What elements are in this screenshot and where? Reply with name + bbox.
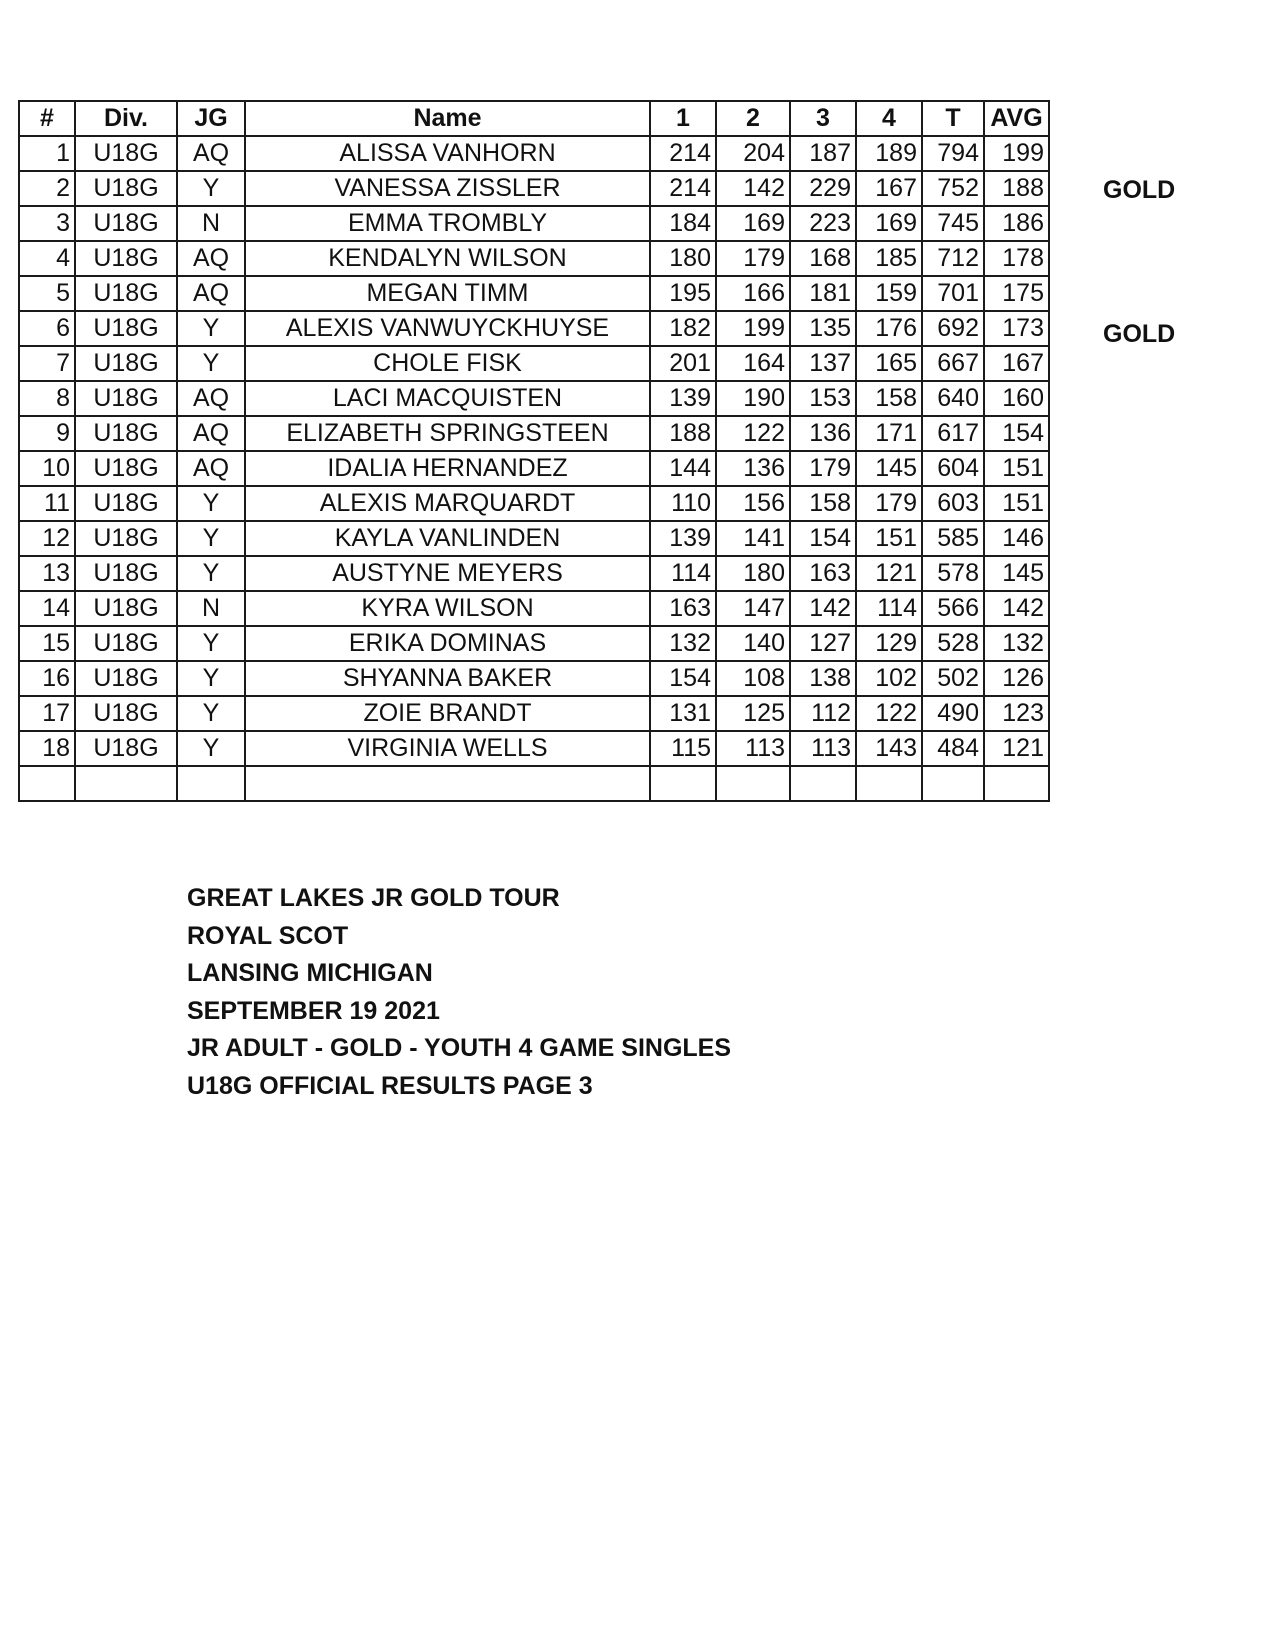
empty-cell: [856, 766, 922, 801]
event-format: JR ADULT - GOLD - YOUTH 4 GAME SINGLES: [187, 1034, 732, 1062]
cell-total: 502: [922, 661, 984, 696]
cell-division: U18G: [75, 136, 177, 171]
cell-rank: 4: [19, 241, 75, 276]
cell-game-4: 167: [856, 171, 922, 206]
cell-name: ALISSA VANHORN: [245, 136, 650, 171]
empty-row: [19, 766, 1049, 801]
cell-rank: 2: [19, 171, 75, 206]
cell-game-1: 188: [650, 416, 716, 451]
cell-name: AUSTYNE MEYERS: [245, 556, 650, 591]
cell-average: 199: [984, 136, 1049, 171]
event-date: SEPTEMBER 19 2021: [187, 996, 440, 1025]
event-page-label: U18G OFFICIAL RESULTS PAGE 3: [187, 1071, 593, 1100]
cell-rank: 8: [19, 381, 75, 416]
cell-jg: AQ: [177, 136, 245, 171]
table-row: [19, 311, 1049, 346]
cell-game-4: 121: [856, 556, 922, 591]
cell-rank: 10: [19, 451, 75, 486]
cell-total: 604: [922, 451, 984, 486]
cell-game-4: 189: [856, 136, 922, 171]
cell-game-1: 132: [650, 626, 716, 661]
cell-total: 585: [922, 521, 984, 556]
cell-name: VANESSA ZISSLER: [245, 171, 650, 206]
cell-game-1: 201: [650, 346, 716, 381]
cell-name: ERIKA DOMINAS: [245, 626, 650, 661]
table-row: [19, 556, 1049, 591]
cell-average: 173: [984, 311, 1049, 346]
cell-game-2: 136: [716, 451, 790, 486]
cell-game-1: 182: [650, 311, 716, 346]
cell-game-2: 108: [716, 661, 790, 696]
cell-average: 126: [984, 661, 1049, 696]
cell-jg: Y: [177, 486, 245, 521]
cell-division: U18G: [75, 311, 177, 346]
results-body: [19, 136, 1049, 801]
table-row: [19, 206, 1049, 241]
cell-rank: 13: [19, 556, 75, 591]
cell-average: 121: [984, 731, 1049, 766]
cell-game-3: 137: [790, 346, 856, 381]
cell-jg: AQ: [177, 276, 245, 311]
cell-rank: 18: [19, 731, 75, 766]
cell-jg: Y: [177, 626, 245, 661]
cell-game-1: 214: [650, 171, 716, 206]
table-row: [19, 451, 1049, 486]
cell-game-1: 163: [650, 591, 716, 626]
header-div: Div.: [75, 101, 177, 136]
cell-game-1: 180: [650, 241, 716, 276]
cell-total: 490: [922, 696, 984, 731]
results-table: [18, 100, 1050, 802]
cell-game-1: 114: [650, 556, 716, 591]
cell-game-2: 190: [716, 381, 790, 416]
header-game-3: 3: [790, 101, 856, 136]
cell-division: U18G: [75, 276, 177, 311]
cell-division: U18G: [75, 206, 177, 241]
cell-average: 132: [984, 626, 1049, 661]
cell-rank: 3: [19, 206, 75, 241]
empty-cell: [19, 766, 75, 801]
event-info: [187, 880, 731, 1105]
cell-division: U18G: [75, 556, 177, 591]
cell-game-3: 223: [790, 206, 856, 241]
gold-qualifier-mark: GOLD: [1103, 320, 1176, 348]
cell-total: 712: [922, 241, 984, 276]
cell-game-4: 151: [856, 521, 922, 556]
cell-average: 142: [984, 591, 1049, 626]
cell-game-2: 164: [716, 346, 790, 381]
cell-jg: Y: [177, 731, 245, 766]
cell-average: 145: [984, 556, 1049, 591]
empty-cell: [790, 766, 856, 801]
cell-game-3: 181: [790, 276, 856, 311]
cell-name: ALEXIS VANWUYCKHUYSE: [245, 311, 650, 346]
cell-game-2: 140: [716, 626, 790, 661]
event-tour-name: GREAT LAKES JR GOLD TOUR: [187, 884, 560, 912]
cell-average: 186: [984, 206, 1049, 241]
table-row: [19, 136, 1049, 171]
cell-jg: Y: [177, 696, 245, 731]
cell-game-3: 229: [790, 171, 856, 206]
cell-game-3: 158: [790, 486, 856, 521]
cell-total: 528: [922, 626, 984, 661]
cell-total: 752: [922, 171, 984, 206]
cell-division: U18G: [75, 521, 177, 556]
cell-rank: 15: [19, 626, 75, 661]
cell-name: KYRA WILSON: [245, 591, 650, 626]
cell-total: 745: [922, 206, 984, 241]
cell-game-2: 179: [716, 241, 790, 276]
table-row: [19, 521, 1049, 556]
cell-game-3: 168: [790, 241, 856, 276]
cell-name: CHOLE FISK: [245, 346, 650, 381]
cell-game-1: 195: [650, 276, 716, 311]
cell-game-1: 139: [650, 381, 716, 416]
cell-rank: 12: [19, 521, 75, 556]
cell-rank: 11: [19, 486, 75, 521]
cell-division: U18G: [75, 381, 177, 416]
cell-game-3: 153: [790, 381, 856, 416]
table-row: [19, 346, 1049, 381]
cell-game-1: 131: [650, 696, 716, 731]
cell-total: 692: [922, 311, 984, 346]
cell-game-4: 114: [856, 591, 922, 626]
cell-name: ALEXIS MARQUARDT: [245, 486, 650, 521]
cell-game-2: 125: [716, 696, 790, 731]
cell-average: 154: [984, 416, 1049, 451]
cell-average: 146: [984, 521, 1049, 556]
cell-game-1: 139: [650, 521, 716, 556]
empty-cell: [75, 766, 177, 801]
cell-jg: AQ: [177, 241, 245, 276]
cell-rank: 7: [19, 346, 75, 381]
table-row: [19, 591, 1049, 626]
cell-game-3: 138: [790, 661, 856, 696]
header-game-1: 1: [650, 101, 716, 136]
cell-total: 794: [922, 136, 984, 171]
header-rank: #: [19, 101, 75, 136]
cell-division: U18G: [75, 241, 177, 276]
cell-game-4: 179: [856, 486, 922, 521]
cell-name: KAYLA VANLINDEN: [245, 521, 650, 556]
cell-total: 667: [922, 346, 984, 381]
cell-game-4: 159: [856, 276, 922, 311]
cell-division: U18G: [75, 591, 177, 626]
empty-cell: [177, 766, 245, 801]
cell-total: 484: [922, 731, 984, 766]
cell-game-4: 129: [856, 626, 922, 661]
cell-total: 701: [922, 276, 984, 311]
cell-game-2: 141: [716, 521, 790, 556]
table-row: [19, 241, 1049, 276]
cell-division: U18G: [75, 451, 177, 486]
cell-division: U18G: [75, 416, 177, 451]
cell-game-4: 176: [856, 311, 922, 346]
cell-game-1: 144: [650, 451, 716, 486]
cell-jg: AQ: [177, 451, 245, 486]
cell-game-4: 143: [856, 731, 922, 766]
empty-cell: [922, 766, 984, 801]
event-venue: ROYAL SCOT: [187, 921, 349, 950]
cell-name: ZOIE BRANDT: [245, 696, 650, 731]
event-location: LANSING MICHIGAN: [187, 959, 433, 987]
cell-average: 160: [984, 381, 1049, 416]
cell-total: 566: [922, 591, 984, 626]
header-game-2: 2: [716, 101, 790, 136]
cell-game-4: 185: [856, 241, 922, 276]
cell-jg: N: [177, 206, 245, 241]
cell-name: SHYANNA BAKER: [245, 661, 650, 696]
cell-game-2: 199: [716, 311, 790, 346]
header-row: [19, 101, 1049, 136]
cell-game-2: 166: [716, 276, 790, 311]
header-total: T: [922, 101, 984, 136]
cell-division: U18G: [75, 696, 177, 731]
table-row: [19, 276, 1049, 311]
header-average: AVG: [984, 101, 1049, 136]
cell-total: 640: [922, 381, 984, 416]
cell-rank: 6: [19, 311, 75, 346]
cell-total: 617: [922, 416, 984, 451]
cell-jg: AQ: [177, 381, 245, 416]
cell-game-3: 154: [790, 521, 856, 556]
gold-qualifier-mark: GOLD: [1103, 176, 1176, 204]
cell-name: VIRGINIA WELLS: [245, 731, 650, 766]
empty-cell: [716, 766, 790, 801]
cell-game-1: 154: [650, 661, 716, 696]
cell-jg: AQ: [177, 416, 245, 451]
cell-game-3: 112: [790, 696, 856, 731]
cell-game-4: 158: [856, 381, 922, 416]
cell-game-2: 147: [716, 591, 790, 626]
cell-game-1: 115: [650, 731, 716, 766]
header-jg: JG: [177, 101, 245, 136]
table-row: [19, 696, 1049, 731]
cell-jg: Y: [177, 311, 245, 346]
cell-average: 188: [984, 171, 1049, 206]
cell-game-2: 204: [716, 136, 790, 171]
cell-rank: 1: [19, 136, 75, 171]
cell-rank: 9: [19, 416, 75, 451]
cell-jg: Y: [177, 521, 245, 556]
cell-game-4: 165: [856, 346, 922, 381]
cell-game-4: 122: [856, 696, 922, 731]
cell-total: 578: [922, 556, 984, 591]
cell-game-2: 169: [716, 206, 790, 241]
cell-game-1: 214: [650, 136, 716, 171]
cell-jg: Y: [177, 556, 245, 591]
cell-game-4: 102: [856, 661, 922, 696]
table-row: [19, 381, 1049, 416]
cell-name: ELIZABETH SPRINGSTEEN: [245, 416, 650, 451]
cell-game-1: 110: [650, 486, 716, 521]
cell-name: KENDALYN WILSON: [245, 241, 650, 276]
cell-average: 178: [984, 241, 1049, 276]
cell-average: 151: [984, 451, 1049, 486]
cell-game-2: 113: [716, 731, 790, 766]
cell-rank: 17: [19, 696, 75, 731]
empty-cell: [245, 766, 650, 801]
cell-name: IDALIA HERNANDEZ: [245, 451, 650, 486]
cell-game-3: 187: [790, 136, 856, 171]
cell-game-3: 163: [790, 556, 856, 591]
table-row: [19, 731, 1049, 766]
table-row: [19, 171, 1049, 206]
table-row: [19, 661, 1049, 696]
cell-jg: N: [177, 591, 245, 626]
cell-game-4: 169: [856, 206, 922, 241]
table-row: [19, 626, 1049, 661]
cell-average: 123: [984, 696, 1049, 731]
cell-game-3: 135: [790, 311, 856, 346]
header-game-4: 4: [856, 101, 922, 136]
cell-game-2: 142: [716, 171, 790, 206]
cell-game-3: 127: [790, 626, 856, 661]
cell-average: 151: [984, 486, 1049, 521]
cell-division: U18G: [75, 486, 177, 521]
cell-game-4: 171: [856, 416, 922, 451]
header-name: Name: [245, 101, 650, 136]
cell-name: MEGAN TIMM: [245, 276, 650, 311]
cell-jg: Y: [177, 171, 245, 206]
table-row: [19, 416, 1049, 451]
empty-cell: [984, 766, 1049, 801]
cell-division: U18G: [75, 661, 177, 696]
cell-average: 167: [984, 346, 1049, 381]
cell-game-3: 113: [790, 731, 856, 766]
empty-cell: [650, 766, 716, 801]
cell-total: 603: [922, 486, 984, 521]
cell-game-2: 156: [716, 486, 790, 521]
table-row: [19, 486, 1049, 521]
cell-jg: Y: [177, 346, 245, 381]
cell-game-3: 136: [790, 416, 856, 451]
cell-division: U18G: [75, 626, 177, 661]
cell-game-2: 122: [716, 416, 790, 451]
cell-name: EMMA TROMBLY: [245, 206, 650, 241]
cell-game-4: 145: [856, 451, 922, 486]
cell-division: U18G: [75, 346, 177, 381]
cell-rank: 16: [19, 661, 75, 696]
cell-game-2: 180: [716, 556, 790, 591]
cell-average: 175: [984, 276, 1049, 311]
cell-rank: 5: [19, 276, 75, 311]
cell-name: LACI MACQUISTEN: [245, 381, 650, 416]
cell-game-1: 184: [650, 206, 716, 241]
cell-division: U18G: [75, 731, 177, 766]
cell-jg: Y: [177, 661, 245, 696]
cell-game-3: 179: [790, 451, 856, 486]
cell-rank: 14: [19, 591, 75, 626]
cell-division: U18G: [75, 171, 177, 206]
cell-game-3: 142: [790, 591, 856, 626]
